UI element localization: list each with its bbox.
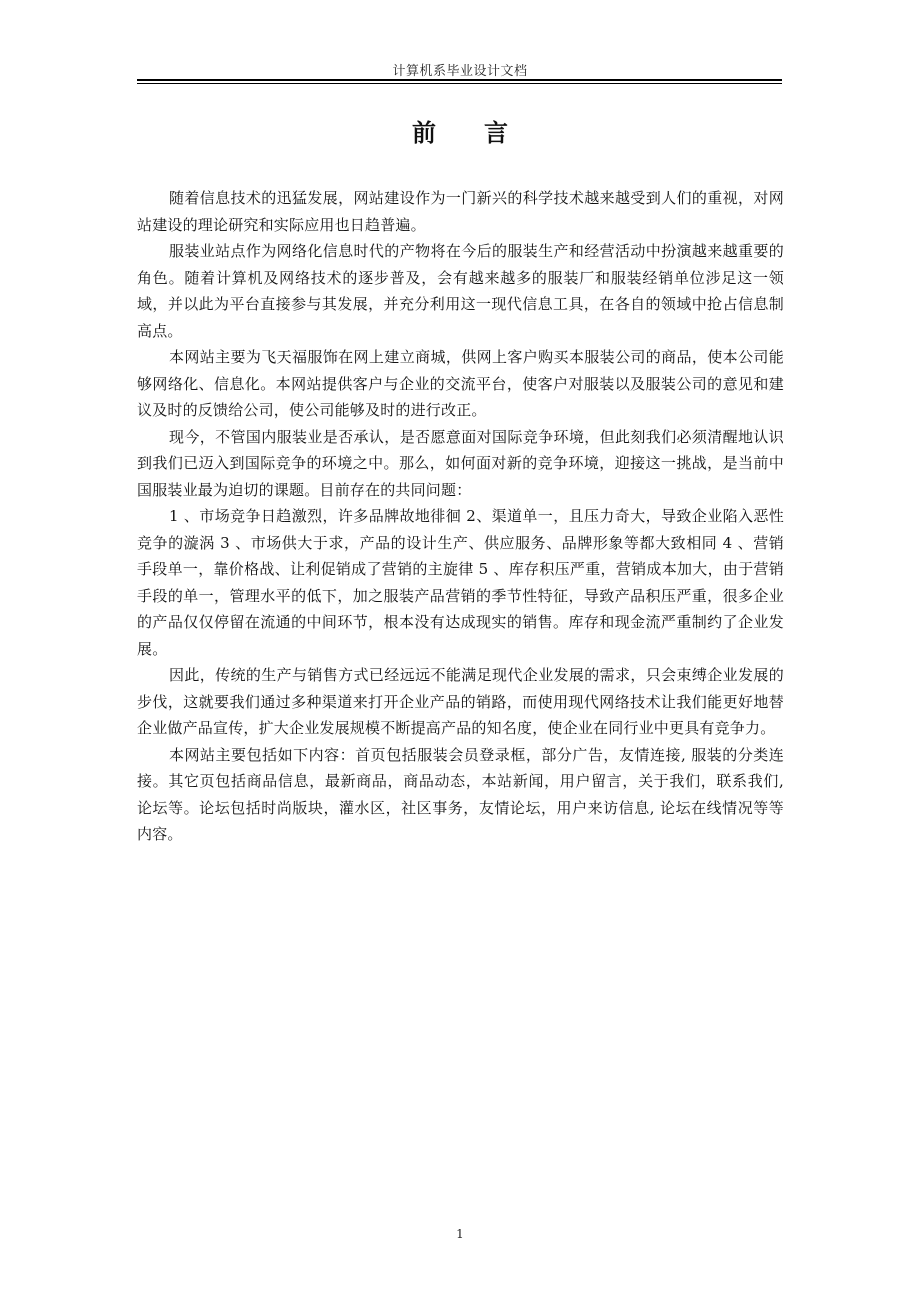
page-title-char-1: 前 bbox=[412, 119, 436, 147]
paragraph-problems: 1 、市场竞争日趋激烈，许多品牌故地徘徊 2、渠道单一，且压力奇大，导致企业陷入恶性竞争的漩涡 3 、市场供大于求，产品的设计生产、供应服务、品牌形象等都大致相同 4 、营销手段单一，靠价格战、让利促销成了营销的主旋律 5 、库存积压严重，营销成本加大，由于营销手段的单一，管理水平的低下，加之服装产品营销的季节性特征，导致产品积压严重，很多企业的产品仅仅停留在流通的中间环节，根本没有达成现实的销售。库存和现金流严重制约了企业发展。 bbox=[137, 507, 784, 658]
page-title bbox=[0, 113, 920, 148]
page-title-char-2: 言 bbox=[484, 119, 508, 147]
paragraph-site-contents: 本网站主要包括如下内容：首页包括服装会员登录框，部分广告，友情连接, 服装的分类连接。其它页包括商品信息，最新商品，商品动态，本站新闻，用户留言，关于我们，联系我们, 论坛等。论坛包括时尚版块，灌水区，社区事务，友情论坛，用户来访信息, 论坛在线情况等等内容。 bbox=[137, 745, 784, 843]
paragraph-competition: 现今，不管国内服装业是否承认，是否愿意面对国际竞争环境，但此刻我们必须清醒地认识到我们已迈入到国际竞争的环境之中。那么，如何面对新的竞争环境，迎接这一挑战，是当前中国服装业最为迫切的课题。目前存在的共同问题： bbox=[137, 427, 784, 499]
header-rule-thin bbox=[137, 83, 782, 84]
running-header: 计算机系毕业设计文档 bbox=[392, 64, 528, 79]
paragraph-apparel-sites: 服装业站点作为网络化信息时代的产物将在今后的服装生产和经营活动中扮演越来越重要的角色。随着计算机及网络技术的逐步普及，会有越来越多的服装厂和服装经销单位涉足这一领域，并以此为平台直接参与其发展，并充分利用这一现代信息工具，在各自的领域中抢占信息制高点。 bbox=[137, 242, 784, 340]
paragraph-conclusion: 因此，传统的生产与销售方式已经远远不能满足现代企业发展的需求，只会束缚企业发展的步伐，这就要我们通过多种渠道来打开企业产品的销路，而使用现代网络技术让我们能更好地替企业做产品宣传，扩大企业发展规模不断提高产品的知名度，使企业在同行业中更具有竞争力。 bbox=[137, 666, 784, 737]
header-rule-thick bbox=[137, 79, 782, 81]
page-number: 1 bbox=[456, 1227, 464, 1241]
body-text bbox=[137, 185, 784, 848]
paragraph-intro: 随着信息技术的迅猛发展，网站建设作为一门新兴的科学技术越来越受到人们的重视，对网站建设的理论研究和实际应用也日趋普遍。 bbox=[137, 189, 784, 234]
paragraph-site-purpose: 本网站主要为飞天福服饰在网上建立商城，供网上客户购买本服装公司的商品，使本公司能够网络化、信息化。本网站提供客户与企业的交流平台，使客户对服装以及服装公司的意见和建议及时的反馈给公司，使公司能够及时的进行改正。 bbox=[137, 348, 784, 419]
